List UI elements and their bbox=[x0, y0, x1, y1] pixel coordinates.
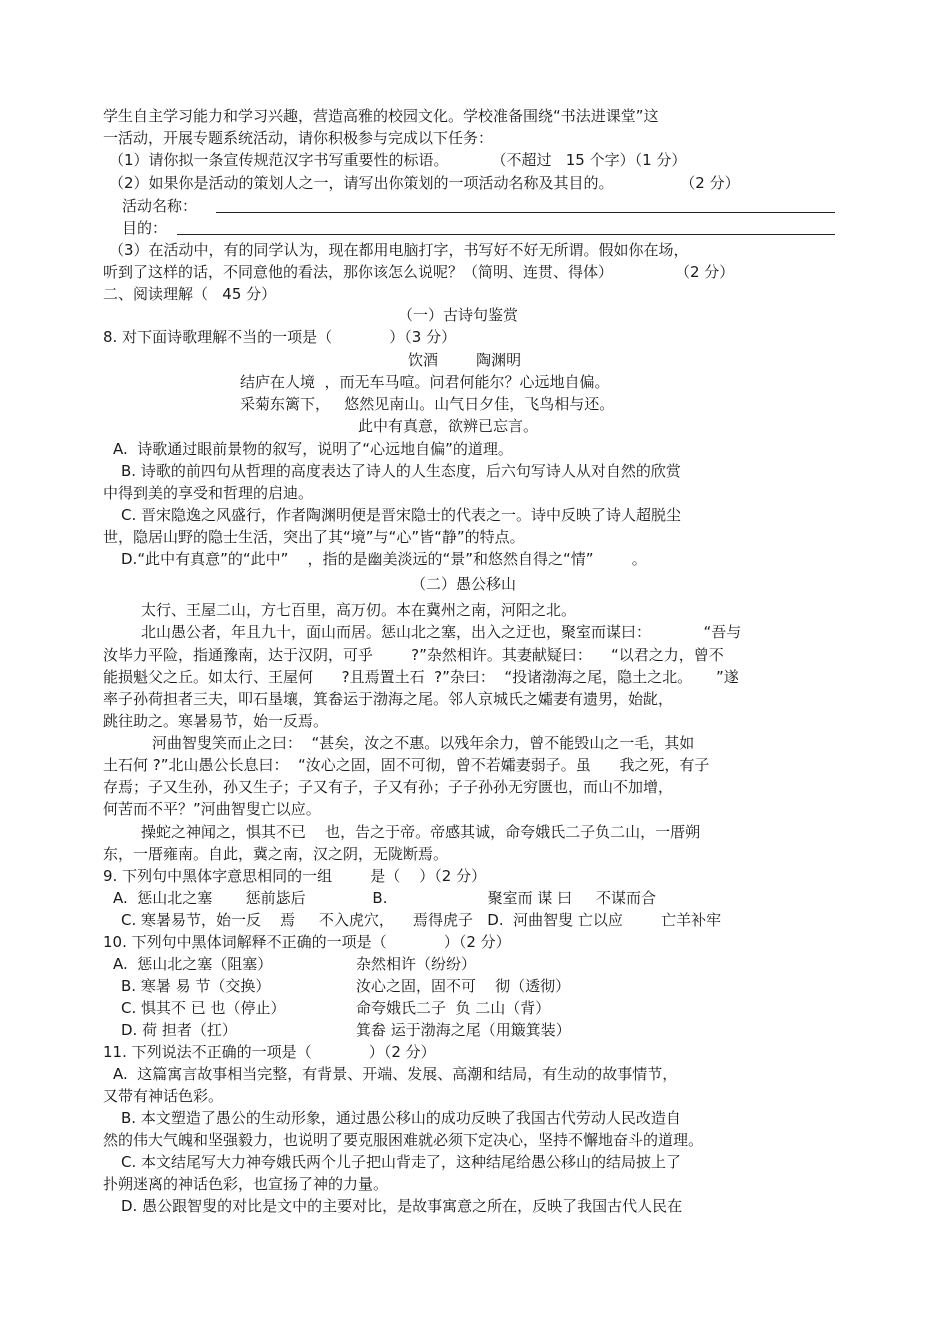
task-question-2: （2）如果你是活动的策划人之一，请写出你策划的一项活动名称及其目的。 （2 分） bbox=[109, 174, 740, 192]
purpose-label: 目的： bbox=[122, 219, 168, 237]
q8-option-d: D.“此中有真意”的“此中” ，指的是幽美淡远的“景”和悠然自得之“情” 。 bbox=[121, 550, 647, 568]
q9-options-row-1: A. 惩山北之塞 惩前毖后 B. 聚室而 谋 曰 不谋而合 bbox=[113, 889, 656, 907]
passage-paragraph-3-line-1: 河曲智叟笑而止之曰： “甚矣，汝之不惠。以残年余力，曾不能毁山之一毛，其如 bbox=[152, 734, 695, 752]
q8-option-b-line-2: 中得到美的享受和哲理的启迪。 bbox=[103, 484, 314, 502]
activity-name-answer-line[interactable] bbox=[216, 212, 835, 213]
q10-option-d-right: 箕畚 运于渤海之尾（用簸箕装） bbox=[356, 1021, 571, 1039]
poem-line-3: 此中有真意，欲辨已忘言。 bbox=[358, 417, 539, 435]
q10-option-a-right: 杂然相许（纷纷） bbox=[356, 955, 477, 973]
q11-option-a-line-1: A. 这篇寓言故事相当完整，有背景、开端、发展、高潮和结局，有生动的故事情节， bbox=[113, 1065, 678, 1083]
section-2-title: 二、阅读理解（ 45 分） bbox=[103, 285, 277, 303]
q8-option-a: A. 诗歌通过眼前景物的叙写，说明了“心远地自偏”的道理。 bbox=[113, 440, 513, 458]
q8-option-b-line-1: B. 诗歌的前四句从哲理的高度表达了诗人的人生态度，后六句写诗人从对自然的欣赏 bbox=[121, 462, 681, 480]
purpose-answer-line[interactable] bbox=[177, 234, 835, 235]
q10-option-d-left: D. 荷 担者（扛） bbox=[121, 1021, 237, 1039]
poem-line-1: 结庐在人境 ，而无车马喧。问君何能尔？心远地自偏。 bbox=[240, 373, 610, 391]
poem-section-heading: （一）古诗句鉴赏 bbox=[398, 306, 519, 324]
q10-option-a-left: A. 惩山北之塞（阻塞） bbox=[113, 955, 273, 973]
task-intro-line-2: 一活动，开展专题系统活动，请你积极参与完成以下任务： bbox=[103, 129, 494, 147]
q10-option-c-right: 命夸娥氏二子 负 二山（背） bbox=[356, 999, 551, 1017]
q11-option-c-line-2: 扑朔迷离的神话色彩，也宣扬了神的力量。 bbox=[103, 1175, 389, 1193]
task-question-3-line-1: （3）在活动中，有的同学认为，现在都用电脑打字，书写好不好无所谓。假如你在场， bbox=[109, 241, 689, 259]
task-intro-line-1: 学生自主学习能力和学习兴趣，营造高雅的校园文化。学校准备围绕“书法进课堂”这 bbox=[103, 107, 659, 125]
passage-paragraph-2-line-2: 汝毕力平险，指通豫南，达于汉阴，可乎 ?”杂然相许。其妻献疑曰： “以君之力，曾不 bbox=[103, 646, 724, 664]
activity-name-label: 活动名称： bbox=[122, 197, 198, 215]
passage-paragraph-4-line-1: 操蛇之神闻之，惧其不已 也，告之于帝。帝感其诚，命夸娥氏二子负二山，一厝朔 bbox=[141, 823, 701, 841]
poem-title: 饮酒 陶渊明 bbox=[408, 351, 522, 369]
q11-option-c-line-1: C. 本文结尾写大力神夸娥氏两个儿子把山背走了，这种结尾给愚公移山的结局披上了 bbox=[121, 1153, 682, 1171]
passage-heading: （二）愚公移山 bbox=[411, 575, 517, 593]
passage-paragraph-1: 太行、王屋二山，方七百里，高万仞。本在冀州之南，河阳之北。 bbox=[141, 601, 577, 619]
poem-line-2: 采菊东篱下， 悠然见南山。山气日夕佳，飞鸟相与还。 bbox=[240, 395, 615, 413]
q11-option-b-line-2: 然的伟大气魄和坚强毅力，也说明了要克服困难就必须下定决心，坚持不懈地奋斗的道理。 bbox=[103, 1131, 704, 1149]
q11-option-d-line-1: D. 愚公跟智叟的对比是文中的主要对比，是故事寓意之所在，反映了我国古代人民在 bbox=[121, 1197, 683, 1215]
passage-paragraph-3-line-2: 土石何 ?”北山愚公长息曰： “汝心之固，固不可彻，曾不若孀妻弱子。虽 我之死，有子 bbox=[103, 756, 710, 774]
q10-option-c-left: C. 惧其不 已 也（停止） bbox=[121, 999, 286, 1017]
passage-paragraph-4-line-2: 东，一厝雍南。自此，冀之南，汉之阴，无陇断焉。 bbox=[103, 845, 449, 863]
question-11-stem: 11. 下列说法不正确的一项是（ ）（2 分） bbox=[103, 1043, 436, 1061]
q10-option-b-right: 汝心之固，固不可 彻（透彻） bbox=[356, 977, 571, 995]
q11-option-a-line-2: 又带有神话色彩。 bbox=[103, 1087, 224, 1105]
question-8-stem: 8. 对下面诗歌理解不当的一项是（ ）（3 分） bbox=[103, 328, 457, 346]
question-9-stem: 9. 下列句中黑体字意思相同的一组 是（ ）（2 分） bbox=[103, 867, 487, 885]
passage-paragraph-2-line-1: 北山愚公者，年且九十，面山而居。惩山北之塞，出入之迂也，聚室而谋曰： “吾与 bbox=[141, 623, 742, 641]
task-question-3-line-2: 听到了这样的话，不同意他的看法，那你该怎么说呢？（简明、连贯、得体） （2 分） bbox=[103, 263, 735, 281]
q8-option-c-line-2: 世，隐居山野的隐士生活，突出了其“境”与“心”皆“静”的特点。 bbox=[103, 528, 525, 546]
q9-options-row-2: C. 寒暑易节，始一反 焉 不入虎穴， 焉得虎子 D. 河曲智叟 亡以应 亡羊补牢 bbox=[121, 911, 722, 929]
q8-option-c-line-1: C. 晋宋隐逸之风盛行，作者陶渊明便是晋宋隐士的代表之一。诗中反映了诗人超脱尘 bbox=[121, 506, 682, 524]
passage-paragraph-3-line-3: 存焉；子又生孙，孙又生子；子又有子，子又有孙；子子孙孙无穷匮也，而山不加增， bbox=[103, 778, 674, 796]
passage-paragraph-2-line-5: 跳往助之。寒暑易节，始一反焉。 bbox=[103, 712, 329, 730]
q11-option-b-line-1: B. 本文塑造了愚公的生动形象，通过愚公移山的成功反映了我国古代劳动人民改造自 bbox=[121, 1109, 681, 1127]
task-question-1: （1）请你拟一条宣传规范汉字书写重要性的标语。 （不超过 15 个字）（1 分） bbox=[109, 151, 687, 169]
q10-option-b-left: B. 寒暑 易 节（交换） bbox=[121, 977, 271, 995]
question-10-stem: 10. 下列句中黑体词解释不正确的一项是（ ）（2 分） bbox=[103, 933, 511, 951]
passage-paragraph-3-line-4: 何苦而不平？”河曲智叟亡以应。 bbox=[103, 800, 321, 818]
passage-paragraph-2-line-3: 能损魁父之丘。如太行、王屋何 ?且焉置土石 ?”杂曰： “投诸渤海之尾，隐土之北。 ”遂 bbox=[103, 668, 739, 686]
passage-paragraph-2-line-4: 率子孙荷担者三夫，叩石垦壤，箕畚运于渤海之尾。邻人京城氏之孀妻有遗男，始龀， bbox=[103, 690, 674, 708]
